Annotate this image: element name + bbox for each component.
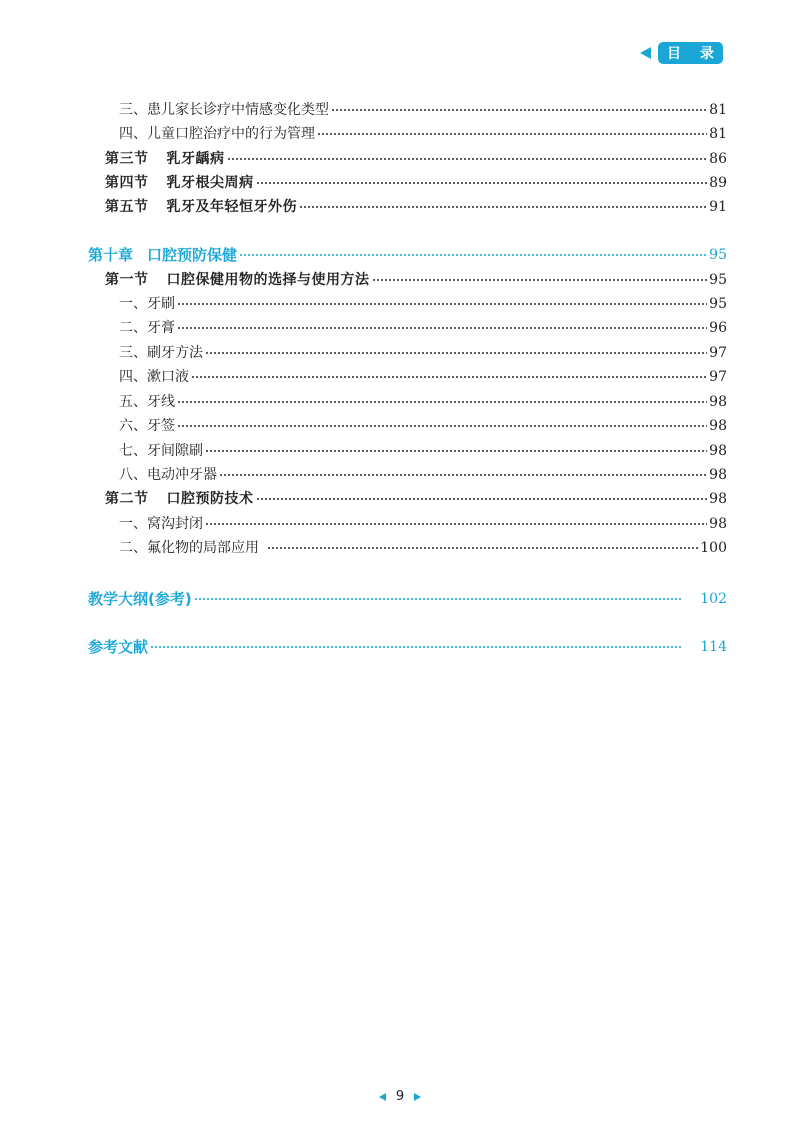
toc-entry-page: 98 [709, 394, 727, 410]
dot-leader [299, 201, 707, 213]
section-page: 86 [709, 151, 727, 167]
dot-leader [219, 469, 707, 481]
dot-leader [267, 542, 698, 554]
header-title-char-1: 目 [667, 46, 681, 62]
toc-entry-title: 四、漱口液 [119, 369, 189, 385]
toc-entry [119, 343, 727, 363]
dot-leader [256, 177, 708, 189]
toc-entry-title: 四、儿童口腔治疗中的行为管理 [119, 126, 315, 142]
toc-entry [119, 441, 727, 461]
dot-leader [372, 274, 708, 286]
dot-leader [177, 322, 707, 334]
section-title: 口腔预防技术 [166, 491, 254, 507]
toc-entry-page: 100 [700, 540, 727, 556]
toc-entry-page: 98 [709, 443, 727, 459]
toc-entry [119, 392, 727, 412]
left-triangle-icon [379, 1093, 386, 1101]
toc-entry-title: 一、牙刷 [119, 296, 175, 312]
section-number: 第五节 [105, 199, 149, 215]
toc-entry-title: 三、患儿家长诊疗中情感变化类型 [119, 102, 329, 118]
section-page: 98 [709, 491, 727, 507]
dot-leader [194, 593, 683, 605]
toc-entry-title: 一、窝沟封闭 [119, 516, 203, 532]
toc-chapter [88, 245, 727, 265]
dot-leader [191, 371, 707, 383]
section-title: 乳牙根尖周病 [166, 175, 254, 191]
toc-entry [119, 538, 727, 558]
toc-entry-page: 97 [709, 345, 727, 361]
toc-entry [119, 465, 727, 485]
appendix-title: 参考文献 [88, 638, 149, 656]
page-footer [0, 1089, 800, 1104]
toc-entry-page: 98 [709, 516, 727, 532]
dot-leader [239, 249, 707, 261]
chapter-number: 第十章 [88, 246, 134, 264]
toc-entry-title: 三、刷牙方法 [119, 345, 203, 361]
toc-section [105, 270, 727, 290]
toc-entry-page: 96 [709, 320, 727, 336]
toc-entry-page: 81 [709, 102, 727, 118]
toc-entry-title: 二、牙膏 [119, 320, 175, 336]
dot-leader [205, 445, 707, 457]
chapter-page: 95 [709, 247, 727, 263]
toc-entry [119, 514, 727, 534]
dot-leader [205, 518, 707, 530]
toc-entry-page: 95 [709, 296, 727, 312]
section-page: 95 [709, 272, 727, 288]
toc-section [105, 489, 727, 509]
section-title: 口腔保健用物的选择与使用方法 [166, 272, 370, 288]
appendix-title: 教学大纲(参考) [88, 590, 192, 608]
dot-leader [177, 420, 707, 432]
toc-entry-page: 98 [709, 418, 727, 434]
header-title-pill [658, 42, 723, 64]
dot-leader [227, 153, 708, 165]
section-number: 第一节 [105, 272, 149, 288]
toc-entry [119, 124, 727, 144]
dot-leader [205, 347, 707, 359]
header-title-char-2: 录 [700, 46, 714, 62]
toc-entry [119, 294, 727, 314]
section-title: 乳牙及年轻恒牙外伤 [166, 199, 297, 215]
section-number: 第二节 [105, 491, 149, 507]
toc-entry-page: 81 [709, 126, 727, 142]
toc-entry [119, 367, 727, 387]
appendix-page: 102 [700, 591, 727, 607]
toc-entry-title: 七、牙间隙刷 [119, 443, 203, 459]
toc-entry-title: 八、电动冲牙器 [119, 467, 217, 483]
chapter-title: 口腔预防保健 [147, 246, 238, 264]
toc-entry-title: 二、氟化物的局部应用 [119, 540, 259, 556]
header-badge [640, 42, 723, 64]
toc-entry-title: 六、牙签 [119, 418, 175, 434]
toc-section [105, 173, 727, 193]
toc-entry [119, 318, 727, 338]
dot-leader [256, 493, 708, 505]
section-page: 91 [709, 199, 727, 215]
toc-appendix [88, 589, 727, 609]
section-page: 89 [709, 175, 727, 191]
dot-leader [177, 396, 707, 408]
dot-leader [177, 298, 707, 310]
toc-entry-title: 五、牙线 [119, 394, 175, 410]
toc-appendix [88, 637, 727, 657]
section-number: 第四节 [105, 175, 149, 191]
section-title: 乳牙龋病 [166, 151, 225, 167]
right-triangle-icon [414, 1093, 421, 1101]
toc-entry-page: 98 [709, 467, 727, 483]
toc-section [105, 197, 727, 217]
left-arrow-icon [640, 47, 651, 59]
toc-entry [119, 416, 727, 436]
dot-leader [331, 104, 707, 116]
dot-leader [150, 641, 682, 653]
page-number: 9 [395, 1089, 405, 1104]
toc-section [105, 149, 727, 169]
dot-leader [317, 128, 707, 140]
toc-entry-page: 97 [709, 369, 727, 385]
section-number: 第三节 [105, 151, 149, 167]
toc-entry [119, 100, 727, 120]
appendix-page: 114 [700, 639, 727, 655]
